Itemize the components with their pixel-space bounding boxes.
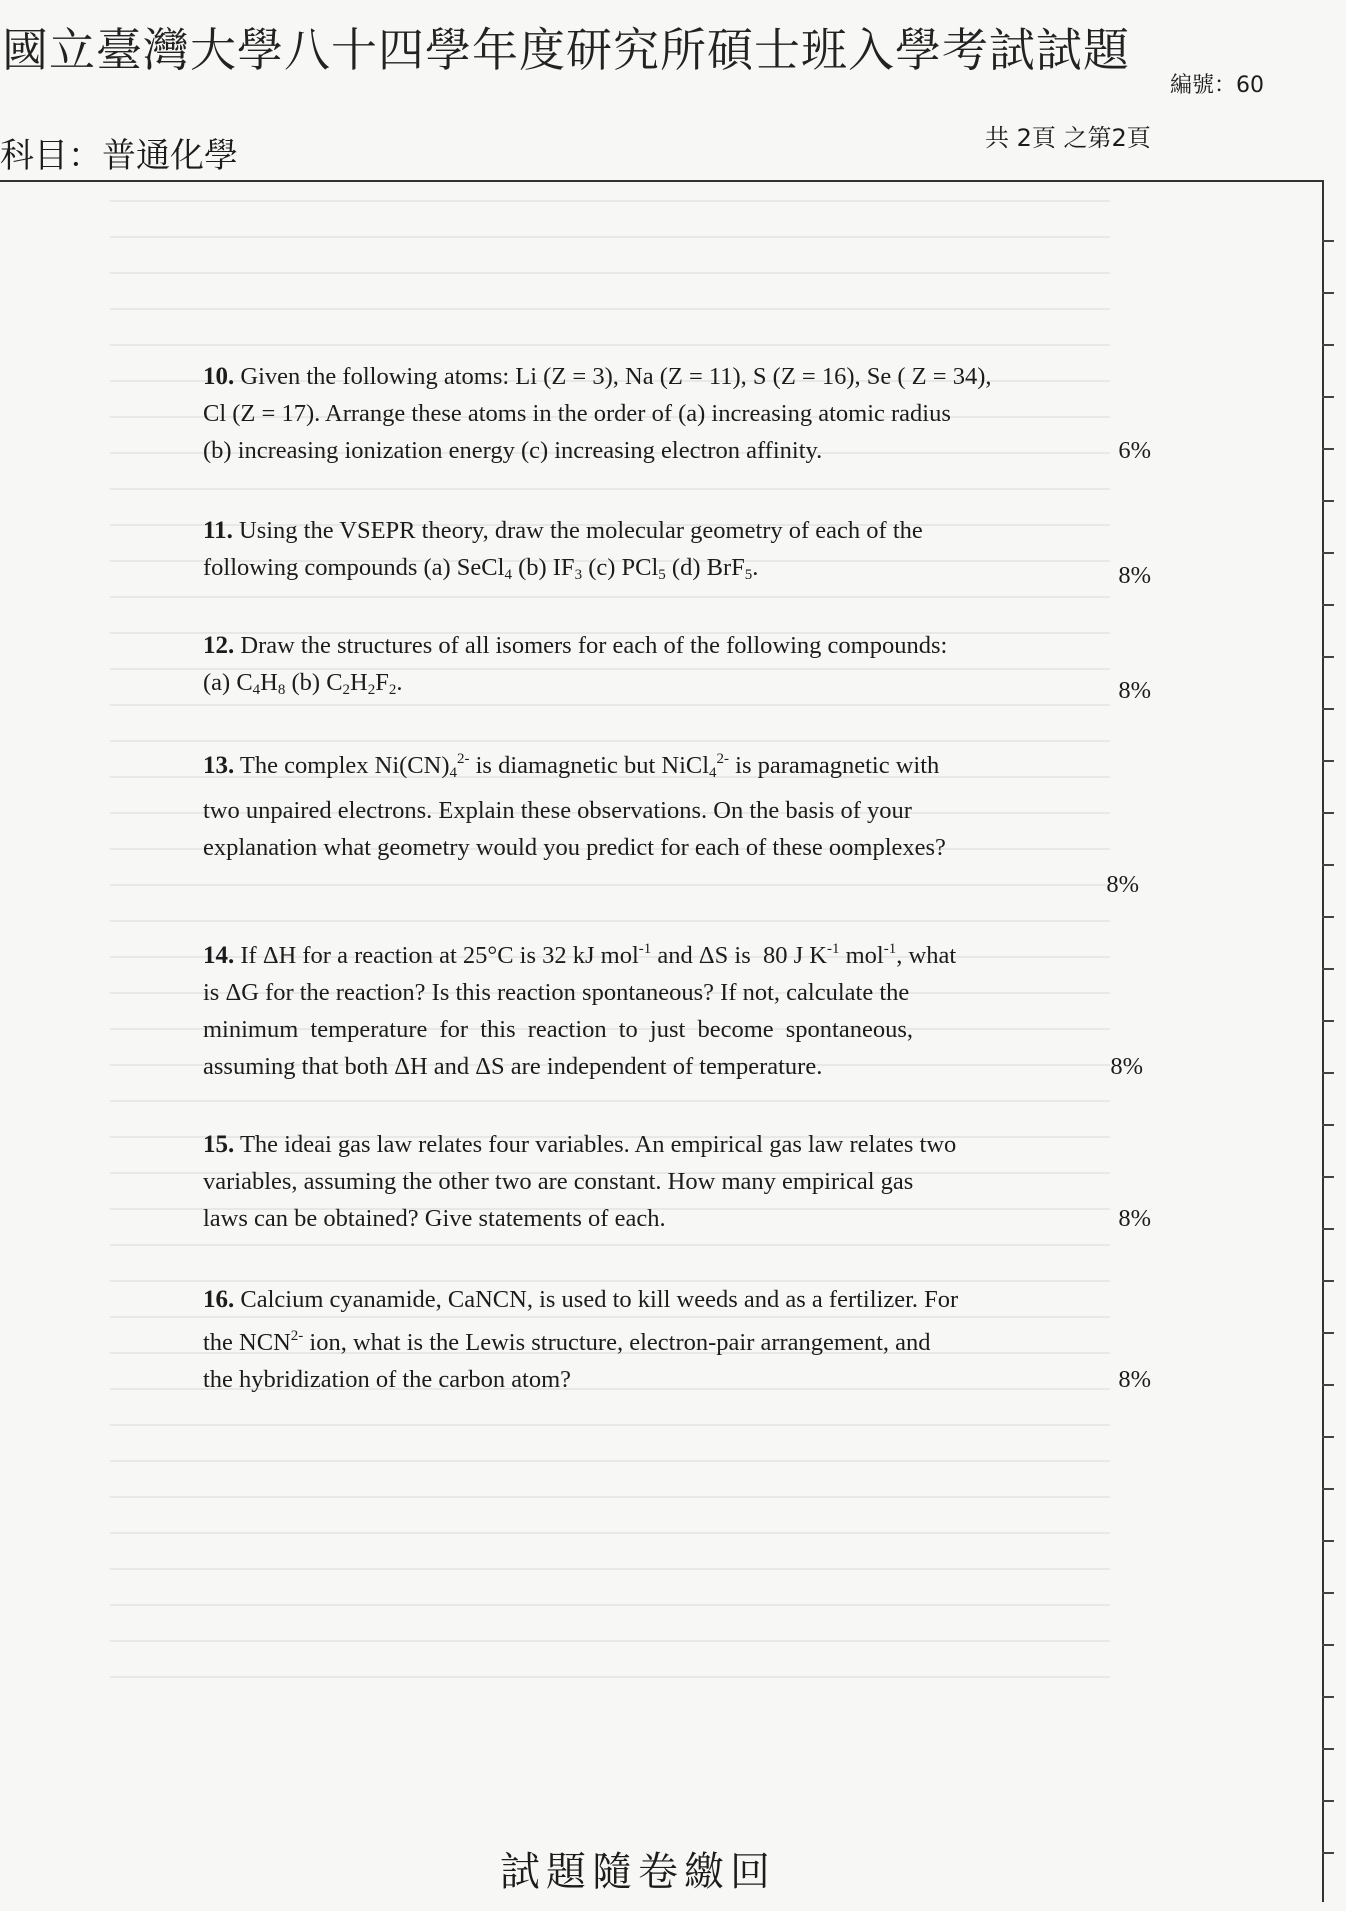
margin-tick — [1322, 1020, 1334, 1022]
margin-tick — [1322, 292, 1334, 294]
question-line: (b) increasing ionization energy (c) increasing electron affinity. — [203, 437, 823, 464]
margin-tick — [1322, 1280, 1334, 1282]
margin-tick — [1322, 708, 1334, 710]
margin-tick — [1322, 1124, 1334, 1126]
question-number: 15. — [203, 1131, 235, 1158]
margin-tick — [1322, 604, 1334, 606]
margin-tick — [1322, 552, 1334, 554]
margin-tick — [1322, 1436, 1334, 1438]
question-points: 8% — [1106, 871, 1139, 898]
subject-label: 科目：普通化學 — [0, 136, 238, 176]
question-15 — [203, 1126, 1151, 1237]
exam-title: 國立臺灣大學八十四學年度研究所碩士班入學考試試題 — [2, 23, 1130, 77]
question-line: Using the VSEPR theory, draw the molecular geometry of each of the — [239, 517, 923, 544]
margin-tick — [1322, 1852, 1334, 1854]
question-line: the $NCN^{2-}$ ion, what is the Lewis structure, electron-pair arrangement, and — [203, 1328, 931, 1356]
margin-tick — [1322, 1072, 1334, 1074]
question-line: explanation what geometry would you predict for each of these oomplexes? — [203, 834, 946, 861]
exam-code: 編號：60 — [1170, 73, 1264, 98]
margin-tick — [1322, 1592, 1334, 1594]
question-points: 8% — [1118, 562, 1151, 589]
margin-tick — [1322, 1176, 1334, 1178]
margin-tick — [1322, 1644, 1334, 1646]
margin-tick — [1322, 760, 1334, 762]
question-number: 13. — [203, 752, 235, 779]
question-number: 10. — [203, 363, 235, 390]
margin-tick — [1322, 1332, 1334, 1334]
question-line: is ΔG for the reaction? Is this reaction spontaneous? If not, calculate the — [203, 979, 910, 1006]
margin-tick — [1322, 1540, 1334, 1542]
question-line: (a) $C_4H_8$ (b) $C_2H_2F_2$. — [203, 669, 403, 698]
margin-tick — [1322, 344, 1334, 346]
question-line: laws can be obtained? Give statements of each. — [203, 1205, 666, 1232]
question-16 — [203, 1281, 1151, 1398]
question-points: 8% — [1118, 1205, 1151, 1232]
margin-tick — [1322, 968, 1334, 970]
question-10 — [203, 358, 1151, 469]
margin-tick — [1322, 500, 1334, 502]
question-line: Given the following atoms: Li (Z = 3), Na (Z = 11), S (Z = 16), Se ( Z = 34), — [240, 363, 992, 390]
margin-tick — [1322, 396, 1334, 398]
margin-tick — [1322, 1748, 1334, 1750]
question-12 — [203, 627, 1151, 709]
question-line: variables, assuming the other two are constant. How many empirical gas — [203, 1168, 914, 1195]
margin-tick — [1322, 864, 1334, 866]
page-count: 共 2頁 之第2頁 — [985, 124, 1151, 152]
question-11 — [203, 512, 1151, 594]
question-14: 14. If ΔH for a reaction at 25°C is 32 kJ mol$^{-1}$ and ΔS is 80 J $K^{-1}$ mol$^{-1}$, what is ΔG for the reaction? Is this reaction spontaneous? If not, calculate the minimum temperature for this reaction to just become spontaneous, assuming that both ΔH and ΔS are independent of temperature. 8% — [203, 931, 1151, 1085]
question-line: two unpaired electrons. Explain these observations. On the basis of your — [203, 797, 912, 824]
question-number: 11. — [203, 517, 233, 544]
margin-tick — [1322, 1228, 1334, 1230]
margin-tick — [1322, 448, 1334, 450]
question-line: the hybridization of the carbon atom? — [203, 1366, 572, 1393]
question-13: 13. The complex $Ni(CN)_4^{2-}$ is diamagnetic but NiCl$_4^{2-}$ is paramagnetic with two unpaired electrons. Explain these observations. On the basis of your explanation what geometry would you predict for each of these oomplexes? 8% — [203, 741, 1151, 903]
margin-tick — [1322, 1488, 1334, 1490]
question-line: following compounds (a) SeCl$_4$ (b) $IF_3$ (c) PCl$_5$ (d) BrF$_5$. — [203, 554, 759, 583]
margin-tick — [1322, 1800, 1334, 1802]
question-number: 16. — [203, 1286, 235, 1313]
question-points: 8% — [1118, 1366, 1151, 1393]
question-points: 8% — [1110, 1053, 1143, 1080]
margin-tick — [1322, 812, 1334, 814]
question-line: minimum temperature for this reaction to just become spontaneous, — [203, 1016, 914, 1043]
margin-tick — [1322, 1384, 1334, 1386]
question-line: assuming that both ΔH and ΔS are independent of temperature. — [203, 1053, 823, 1080]
question-line: The ideai gas law relates four variables. An empirical gas law relates two — [239, 1131, 957, 1158]
question-points: 8% — [1118, 677, 1151, 704]
question-line: Cl (Z = 17). Arrange these atoms in the order of (a) increasing atomic radius — [203, 400, 951, 427]
question-points: 6% — [1118, 437, 1151, 464]
question-line: Calcium cyanamide, CaNCN, is used to kill weeds and as a fertilizer. For — [240, 1286, 959, 1313]
question-number: 12. — [203, 632, 235, 659]
question-line: Draw the structures of all isomers for each of the following compounds: — [240, 632, 948, 659]
margin-tick — [1322, 916, 1334, 918]
return-notice: 試題隨卷繳回 — [500, 1849, 776, 1895]
margin-tick — [1322, 240, 1334, 242]
margin-tick — [1322, 656, 1334, 658]
question-number: 14. — [203, 942, 235, 969]
margin-ticks — [1322, 180, 1346, 1900]
margin-tick — [1322, 1696, 1334, 1698]
